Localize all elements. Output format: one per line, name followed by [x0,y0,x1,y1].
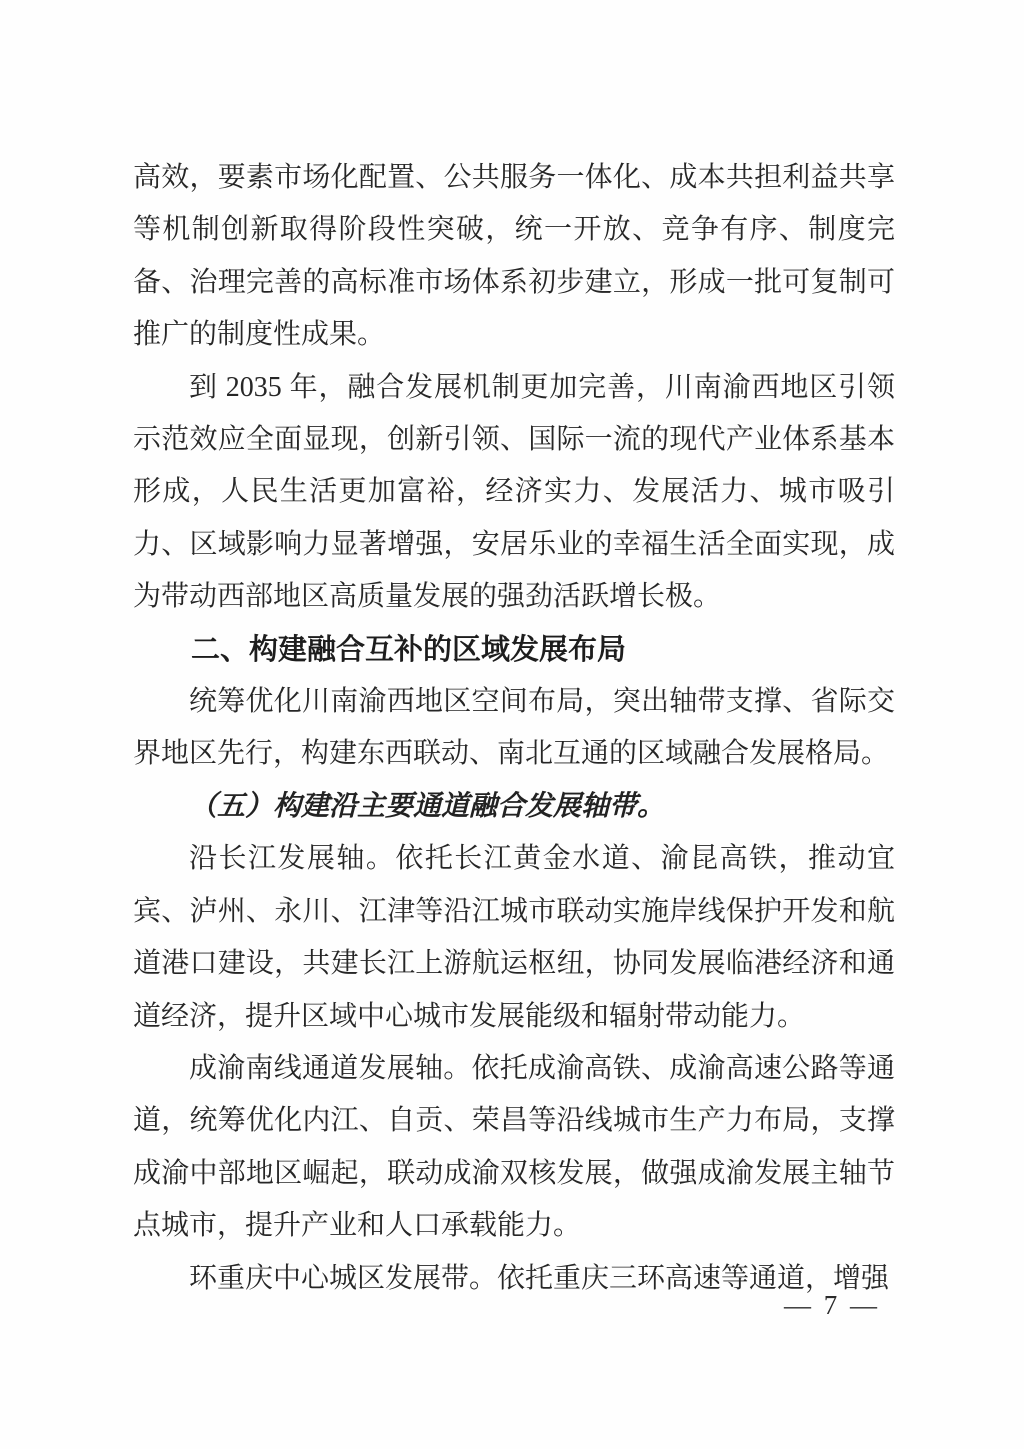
section-heading: 二、构建融合互补的区域发展布局 [191,633,627,666]
paragraph-chengyu-south-axis: 成渝南线通道发展轴。依托成渝高铁、成渝高速公路等通道，统筹优化内江、自贡、荣昌等沿线城市生产力布局，支撑成渝中部地区崛起，联动成渝双核发展，做强成渝发展主轴节点城市，提升产业和人口承载能力。 [133,1052,895,1242]
paragraph-continuation: 高效，要素市场化配置、公共服务一体化、成本共担利益共享等机制创新取得阶段性突破，统一开放、竞争有序、制度完备、治理完善的高标准市场体系初步建立，形成一批可复制可推广的制度性成果。 [133,162,895,351]
paragraph-yangtze-axis: 沿长江发展轴。依托长江黄金水道、渝昆高铁，推动宜宾、泸州、永川、江津等沿江城市联动实施岸线保护开发和航道港口建设，共建长江上游航运枢纽，协同发展临港经济和通道经济，提升区域中心城市发展能级和辐射带动能力。 [133,843,895,1032]
paragraph-chongqing-ring-belt: 环重庆中心城区发展带。依托重庆三环高速等通道，增强 [189,1262,890,1294]
document-body [133,152,895,1305]
paragraph-2035-goals: 到 2035 年，融合发展机制更加完善，川南渝西地区引领示范效应全面显现，创新引领、国际一流的现代产业体系基本形成，人民生活更加富裕，经济实力、发展活力、城市吸引力、区域影响力显著增强，安居乐业的幸福生活全面实现，成为带动西部地区高质量发展的强劲活跃增长极。 [133,371,895,613]
paragraph-section-intro: 统筹优化川南渝西地区空间布局，突出轴带支撑、省际交界地区先行，构建东西联动、南北互通的区域融合发展格局。 [133,686,895,770]
subsection-heading: （五）构建沿主要通道融合发展轴带。 [189,790,666,822]
page-number: — 7 — [784,1290,880,1320]
